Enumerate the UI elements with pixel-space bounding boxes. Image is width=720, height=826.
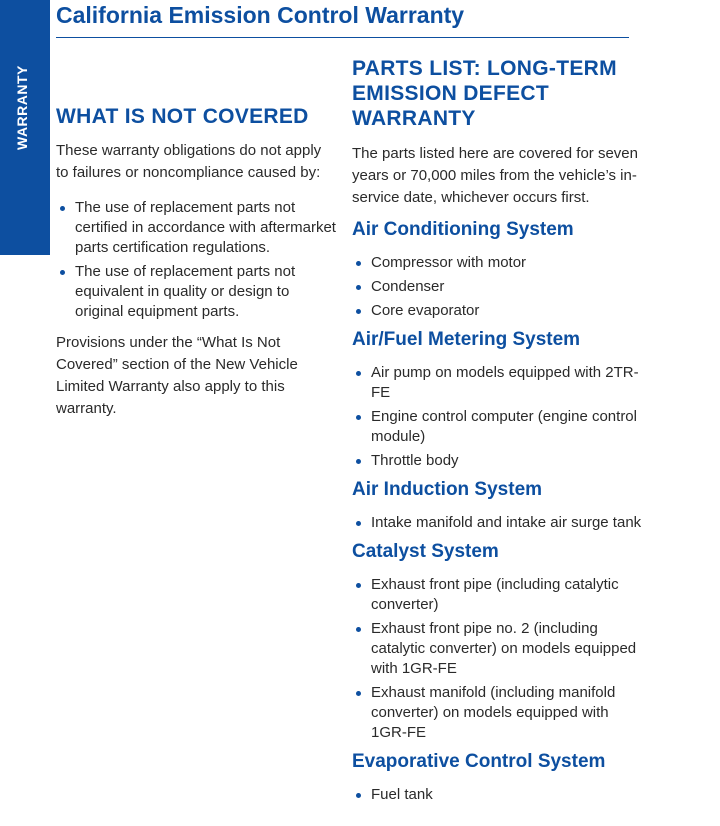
side-tab-label: WARRANTY bbox=[14, 65, 30, 150]
list-item: Core evaporator bbox=[352, 301, 642, 321]
list-item: Compressor with motor bbox=[352, 253, 642, 273]
provisions-paragraph: Provisions under the “What Is Not Covered” section of the New Vehicle Limited Warranty also apply to this warranty. bbox=[56, 334, 298, 417]
list-item: The use of replacement parts not equivalent in quality or design to original equipment parts. bbox=[56, 262, 336, 322]
section-items bbox=[352, 575, 642, 743]
section-title: Air Induction System bbox=[352, 479, 543, 500]
section-catalyst bbox=[352, 540, 642, 743]
list-item: Condenser bbox=[352, 277, 642, 297]
list-item: Exhaust front pipe (including catalytic converter) bbox=[352, 575, 642, 615]
not-covered-intro: These warranty obligations do not apply to failures or noncompliance caused by: bbox=[56, 142, 322, 181]
section-items bbox=[352, 253, 642, 321]
list-item: The use of replacement parts not certified in accordance with aftermarket parts certification regulations. bbox=[56, 198, 336, 258]
section-air-fuel-metering bbox=[352, 328, 642, 471]
section-air-conditioning bbox=[352, 218, 642, 321]
parts-list-heading: PARTS LIST: LONG-TERM EMISSION DEFECT WARRANTY bbox=[352, 57, 617, 130]
parts-list-intro: The parts listed here are covered for seven years or 70,000 miles from the vehicle’s in-service date, whichever occurs first. bbox=[352, 145, 638, 206]
section-title: Evaporative Control System bbox=[352, 751, 606, 772]
section-items bbox=[352, 513, 642, 533]
section-air-induction bbox=[352, 478, 642, 533]
list-item: Exhaust manifold (including manifold converter) on models equipped with 1GR-FE bbox=[352, 683, 642, 743]
not-covered-heading: WHAT IS NOT COVERED bbox=[56, 105, 309, 128]
list-item: Throttle body bbox=[352, 451, 642, 471]
not-covered-list bbox=[56, 198, 336, 322]
section-items bbox=[352, 363, 642, 471]
list-item: Fuel tank bbox=[352, 785, 642, 805]
right-column bbox=[352, 56, 642, 812]
section-title: Air Conditioning System bbox=[352, 219, 574, 240]
list-item: Exhaust front pipe no. 2 (including catalytic converter) on models equipped with 1GR-FE bbox=[352, 619, 642, 679]
section-title: Air/Fuel Metering System bbox=[352, 329, 581, 350]
warranty-side-tab bbox=[0, 0, 50, 255]
section-items bbox=[352, 785, 642, 805]
section-title: Catalyst System bbox=[352, 541, 499, 562]
list-item: Intake manifold and intake air surge tank bbox=[352, 513, 642, 533]
section-evaporative-control bbox=[352, 750, 642, 805]
left-column bbox=[56, 104, 336, 420]
list-item: Air pump on models equipped with 2TR-FE bbox=[352, 363, 642, 403]
list-item: Engine control computer (engine control module) bbox=[352, 407, 642, 447]
page-title: California Emission Control Warranty bbox=[56, 2, 465, 28]
title-divider bbox=[56, 37, 629, 38]
